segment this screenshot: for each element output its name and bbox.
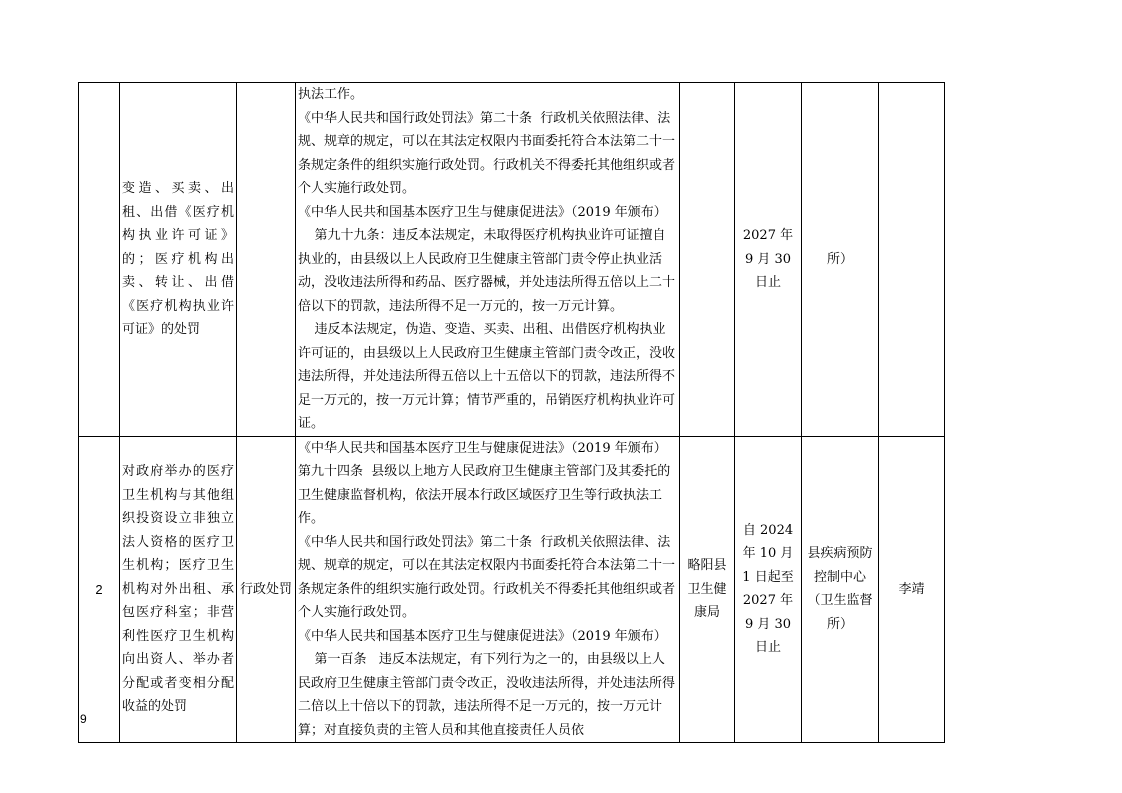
legal-basis-line: 执法工作。 [298,87,364,102]
legal-basis-line: 《中华人民共和国行政处罚法》第二十条 行政机关依照法律、法规、规章的规定，可以在其法定权限内书面委托符合本法第二十一条规定条件的组织实施行政处罚。行政机关不得委托其他组织或者个人实施行政处罚。 [298,534,676,620]
legal-basis-line: 《中华人民共和国行政处罚法》第二十条 行政机关依照法律、法规、规章的规定，可以在其法定权限内书面委托符合本法第二十一条规定条件的组织实施行政处罚。行政机关不得委托其他组织或者个人实施行政处罚。 [298,110,676,196]
item-name-cell: 对政府举办的医疗卫生机构与其他组织投资设立非独立法人资格的医疗卫生机构；医疗卫生机构对外出租、承包医疗科室；非营利性医疗卫生机构向出资人、举办者分配或者变相分配收益的处罚 [120,436,237,743]
page-number: 9 [80,712,87,726]
executing-agency-cell: 所） [802,83,879,437]
item-type-cell: 行政处罚 [237,436,296,743]
validity-period-cell: 2027 年 9 月 30 日止 [735,83,802,437]
validity-period-cell: 自 2024 年 10 月 1 日起至 2027 年 9 月 30 日止 [735,436,802,743]
legal-basis-line: 《中华人民共和国基本医疗卫生与健康促进法》（2019 年颁布）第九十四条 县级以上地方人民政府卫生健康主管部门及其委托的卫生健康监督机构，依法开展本行政区域医疗卫生等行政执法工作。 [298,440,671,526]
legal-basis-line: 违反本法规定，伪造、变造、买卖、出租、出借医疗机构执业许可证的，由县级以上人民政府卫生健康主管部门责令改正，没收违法所得，并处违法所得五倍以上十五倍以下的罚款，违法所得不足一万元的，按一万元计算；情节严重的，吊销医疗机构执业许可证。 [298,322,676,431]
table-row [79,436,945,743]
table-row [79,83,945,437]
executing-agency-cell: 县疾病预防控制中心（卫生监督所） [802,436,879,743]
legal-basis-line: 第九十九条：违反本法规定，未取得医疗机构执业许可证擅自执业的，由县级以上人民政府卫生健康主管部门责令停止执业活动，没收违法所得和药品、医疗器械，并处违法所得五倍以上二十倍以下的罚款，违法所得不足一万元的，按一万元计算。 [298,228,676,314]
department-cell [680,83,735,437]
responsible-person-cell: 李靖 [879,436,945,743]
legal-basis-line: 《中华人民共和国基本医疗卫生与健康促进法》（2019 年颁布） [298,204,667,220]
enforcement-table [78,82,945,743]
item-name-cell: 变造、买卖、出租、出借《医疗机构执业许可证》的；医疗机构出卖、转让、出借《医疗机构执业许可证》的处罚 [120,83,237,437]
legal-basis-line: 《中华人民共和国基本医疗卫生与健康促进法》（2019 年颁布） [298,628,667,644]
legal-basis-line: 第一百条 违反本法规定，有下列行为之一的，由县级以上人民政府卫生健康主管部门责令改正，没收违法所得，并处违法所得二倍以上十倍以下的罚款，违法所得不足一万元的，按一万元计算；对直接负责的主管人员和其他直接责任人员依 [298,652,676,738]
legal-basis-cell [296,436,680,743]
legal-basis-cell [296,83,680,437]
item-type-cell [237,83,296,437]
row-number-cell: 2 [79,436,120,743]
responsible-person-cell [879,83,945,437]
department-cell: 略阳县卫生健康局 [680,436,735,743]
row-number-cell [79,83,120,437]
